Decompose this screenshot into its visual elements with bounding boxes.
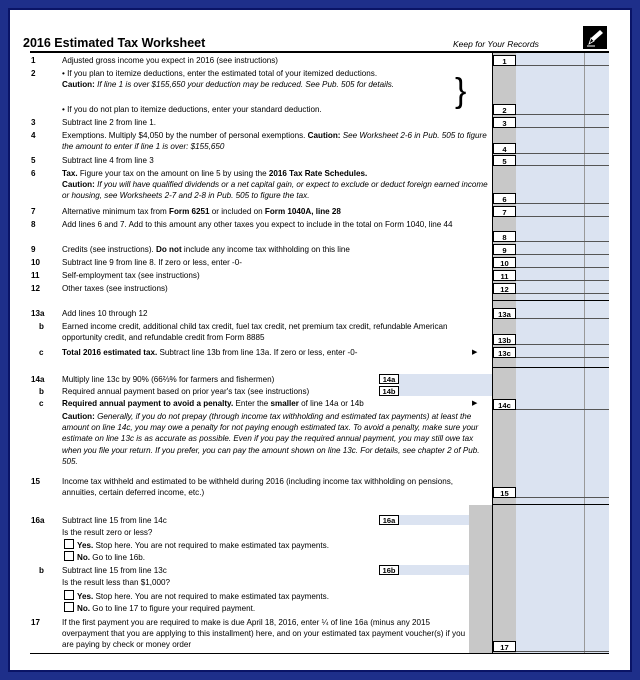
line-12-text: Other taxes (see instructions) <box>62 284 168 293</box>
line-14c-b: of line 14a or 14b <box>298 399 364 408</box>
line-13c-rule <box>516 357 609 358</box>
smaller-label: smaller <box>270 399 299 408</box>
line-4-exemptions: Exemptions. Multiply $4,050 by the number of personal exemptions. <box>62 131 306 140</box>
grey-spacer <box>469 505 492 653</box>
line-7-rule <box>516 216 609 217</box>
bottom-rule <box>30 653 609 654</box>
line-17-box: 17 <box>493 641 516 652</box>
yes-checkbox[interactable] <box>64 590 74 600</box>
line-13a-box: 13a <box>493 308 516 319</box>
line-16a-amount-field <box>399 515 469 525</box>
line-4-rule <box>516 153 609 154</box>
line-11-rule <box>516 280 609 281</box>
required-payment-label: Required annual payment to avoid a penalty. <box>62 399 234 408</box>
line-14b-number: b <box>39 387 44 396</box>
line-17-rule <box>516 651 609 652</box>
line-16a-question: Is the result zero or less? <box>62 528 153 537</box>
page-title: 2016 Estimated Tax Worksheet <box>23 36 206 50</box>
line-5-number: 5 <box>31 156 36 165</box>
line-13b-rule <box>516 344 609 345</box>
line-15-box: 15 <box>493 487 516 498</box>
line-14a-box: 14a <box>379 374 399 384</box>
line-1-text: Adjusted gross income you expect in 2016 (see instructions) <box>62 56 278 65</box>
line-2-itemize-text: • If you plan to itemize deductions, enter the estimated total of your itemized deductions. <box>62 69 378 78</box>
no-text: Go to line 16b. <box>90 553 145 562</box>
line-1-rule <box>516 65 609 66</box>
arrow-right-icon: ▶ <box>472 400 478 407</box>
line-17-number: 17 <box>31 618 41 627</box>
keep-for-records-label: Keep for Your Records <box>453 39 539 49</box>
no-label: No. <box>77 553 91 562</box>
line-13b-text: Earned income credit, additional child tax credit, fuel tax credit, net premium tax credit, refundable American opportunity credit, and refundable credit from Form 8885 <box>62 322 448 343</box>
line-16a-no <box>64 551 490 563</box>
line-16b-text: Subtract line 15 from line 13c <box>62 566 167 575</box>
tax-rate-schedules: 2016 Tax Rate Schedules. <box>268 169 368 178</box>
line-14-amount-field <box>399 374 492 396</box>
line-7-b: or included on <box>209 207 265 216</box>
line-11-text: Self-employment tax (see instructions) <box>62 271 200 280</box>
caution-label: Caution: <box>62 180 95 190</box>
form-1040a-line-28: Form 1040A, line 28 <box>264 207 341 216</box>
line-9-rule <box>516 254 609 255</box>
line-16b-box: 16b <box>379 565 399 575</box>
line-12-rule <box>516 293 609 294</box>
amount-column <box>516 53 584 653</box>
line-3-box: 3 <box>493 117 516 128</box>
yes-checkbox[interactable] <box>64 539 74 549</box>
line-16b-question: Is the result less than $1,000? <box>62 578 170 587</box>
line-17-text: If the first payment you are required to make is due April 18, 2016, enter ¼ of line 16a (minus any 2015 overpayment that you are applying to this installment) here, and on your estimated tax payment voucher(s) if you are paying by check or money order <box>62 618 466 650</box>
line-14b-box: 14b <box>379 386 399 396</box>
line-16a-box: 16a <box>379 515 399 525</box>
line-12-number: 12 <box>31 284 41 293</box>
line-3-rule <box>516 127 609 128</box>
line-16b-amount-field <box>399 565 469 575</box>
line-14-caution <box>62 411 487 467</box>
line-13c-desc: Subtract line 13b from line 13a. If zero or less, enter -0- <box>157 348 358 357</box>
line-13a-rule <box>516 318 609 319</box>
arrow-right-icon: ▶ <box>472 349 478 356</box>
line-15-rule <box>516 497 609 498</box>
line-3-number: 3 <box>31 118 36 127</box>
line-13b-box: 13b <box>493 334 516 345</box>
line-13b-number: b <box>39 322 44 331</box>
line-3-text: Subtract line 2 from line 1. <box>62 118 157 127</box>
line-8-text: Add lines 6 and 7. Add to this amount any other taxes you expect to include in the total on Form 1040, line 44 <box>62 220 453 229</box>
line-16a-text: Subtract line 15 from line 14c <box>62 516 167 525</box>
yes-text: Stop here. You are not required to make estimated tax payments. <box>93 592 329 601</box>
line-16a-number: 16a <box>31 516 45 525</box>
line-9-text <box>62 244 488 255</box>
line-4-number: 4 <box>31 131 36 140</box>
section-break-3 <box>492 504 609 505</box>
line-14a-text: Multiply line 13c by 90% (66⅔% for farmers and fishermen) <box>62 375 275 384</box>
line-1-box: 1 <box>493 55 516 66</box>
line-7-number: 7 <box>31 207 36 216</box>
line-14c-number: c <box>39 399 44 408</box>
yes-label: Yes. <box>77 592 94 601</box>
cents-column <box>585 53 609 653</box>
line-10-box: 10 <box>493 257 516 268</box>
yes-text: Stop here. You are not required to make estimated tax payments. <box>93 541 329 550</box>
line-7-a: Alternative minimum tax from <box>62 207 170 216</box>
line-16b-no <box>64 602 490 614</box>
line-16b-number: b <box>39 566 44 575</box>
tax-text: Figure your tax on the amount on line 5 by using the <box>77 169 269 178</box>
column-divider <box>584 53 585 653</box>
line-10-rule <box>516 267 609 268</box>
line-6-rule <box>516 203 609 204</box>
line-5-rule <box>516 165 609 166</box>
line-15-number: 15 <box>31 477 41 486</box>
line-9-number: 9 <box>31 245 36 254</box>
line-10-number: 10 <box>31 258 41 267</box>
line-13a-number: 13a <box>31 309 45 318</box>
caution-text: Generally, if you do not prepay (through income tax withholding and estimated tax payments) at least the amount on line 14c, you may owe a penalty for not paying enough estimated tax. To avoid a penalty, make sure your estimate on line 13c is as accurate as possible. Even if you pay the required annual payment, you may still owe tax when you file your return. If you prefer, you can pay the amount shown on line 13c. For details, see chapter 2 of Pub. 505. <box>62 412 480 466</box>
no-label: No. <box>77 604 91 613</box>
line-6-text <box>62 168 488 202</box>
line-5-text: Subtract line 4 from line 3 <box>62 156 154 165</box>
line-1-number: 1 <box>31 56 36 65</box>
line-14b-text: Required annual payment based on prior year's tax (see instructions) <box>62 387 310 396</box>
line-5-box: 5 <box>493 155 516 166</box>
line-14c-box: 14c <box>493 399 516 410</box>
line-11-number: 11 <box>31 271 40 280</box>
caution-label: Caution: <box>62 80 95 89</box>
line-9-box: 9 <box>493 244 516 255</box>
line-2-caution <box>62 79 452 90</box>
caution-text: See Worksheet 2-6 in Pub. 505 to figure the amount to enter if line 1 is over: $155,650 <box>62 131 487 152</box>
pencil-icon <box>583 26 607 49</box>
yes-label: Yes. <box>77 541 94 550</box>
tax-label: Tax. <box>62 169 78 178</box>
line-14c-a: Enter the <box>233 399 271 408</box>
no-checkbox[interactable] <box>64 602 74 612</box>
line-13c-number: c <box>39 348 44 357</box>
no-text: Go to line 17 to figure your required payment. <box>90 604 256 613</box>
line-2-rule <box>516 114 609 115</box>
line-16a-yes <box>64 539 490 551</box>
line-16b-yes <box>64 590 490 602</box>
line-2-box: 2 <box>493 104 516 115</box>
line-8-number: 8 <box>31 220 36 229</box>
line-6-number: 6 <box>31 169 36 178</box>
line-14c-text <box>62 398 488 409</box>
line-10-text: Subtract line 9 from line 8. If zero or less, enter -0- <box>62 258 242 267</box>
form-6251: Form 6251 <box>169 207 210 216</box>
line-7-text <box>62 206 488 217</box>
line-13c-text <box>62 347 488 358</box>
line-12-box: 12 <box>493 283 516 294</box>
line-14c-rule <box>516 409 609 410</box>
line-7-box: 7 <box>493 206 516 217</box>
caution-label: Caution: <box>307 131 341 140</box>
line-6-box: 6 <box>493 193 516 204</box>
total-estimated-tax-label: Total 2016 estimated tax. <box>62 348 158 357</box>
no-checkbox[interactable] <box>64 551 74 561</box>
line-9-b: include any income tax withholding on this line <box>181 245 350 254</box>
do-not-label: Do not <box>156 245 182 254</box>
caution-text: If you will have qualified dividends or a net capital gain, or expect to exclude or deduct foreign earned income or housing, see Worksheets 2-7 and 2-8 in Pub. 505 to figure the tax. <box>62 180 488 201</box>
caution-text: If line 1 is over $155,650 your deduction may be reduced. See Pub. 505 for details. <box>94 80 395 89</box>
line-2-number: 2 <box>31 69 36 78</box>
line-9-a: Credits (see instructions). <box>62 245 157 254</box>
line-8-rule <box>516 241 609 242</box>
line-14a-number: 14a <box>31 375 45 384</box>
line-4-text <box>62 130 488 152</box>
caution-label: Caution: <box>62 412 95 421</box>
section-break-2 <box>492 367 609 368</box>
section-break <box>492 300 609 301</box>
line-15-text: Income tax withheld and estimated to be withheld during 2016 (including income tax withholding on pensions, annuities, certain deferred income, etc.) <box>62 477 453 498</box>
line-11-box: 11 <box>493 270 516 281</box>
line-13a-text: Add lines 10 through 12 <box>62 309 148 318</box>
brace-icon: } <box>455 72 467 110</box>
line-4-box: 4 <box>493 143 516 154</box>
line-2-standard-text: • If you do not plan to itemize deductions, enter your standard deduction. <box>62 105 322 114</box>
line-8-box: 8 <box>493 231 516 242</box>
line-13c-box: 13c <box>493 347 516 358</box>
